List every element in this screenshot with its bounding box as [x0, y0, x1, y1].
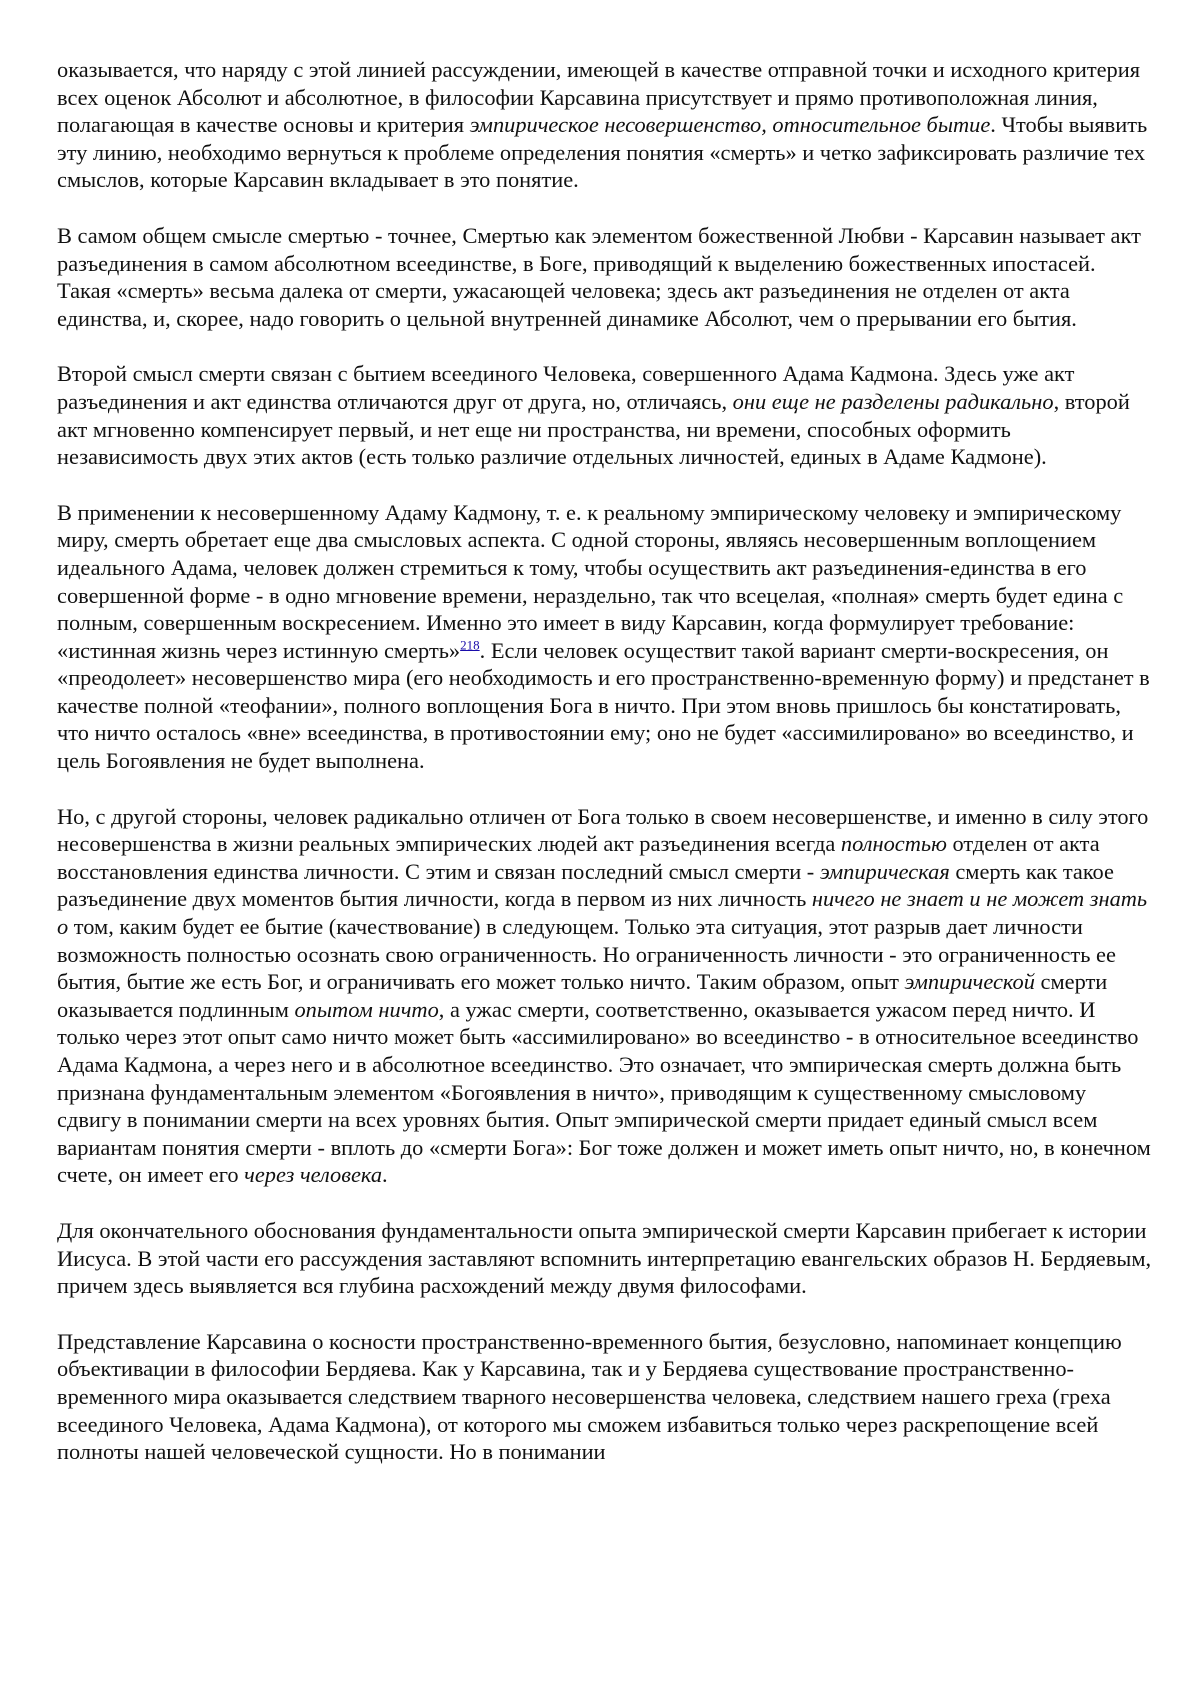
paragraph — [57, 222, 1155, 332]
document-page — [57, 56, 1155, 1494]
text-segment: , а ужас смерти, соответственно, оказывается ужасом перед ничто. И только через этот опыт само ничто может быть «ассимилировано» во всеединство - в относительное всеединство Адама Кадмона, а через него и в абсолютное всеединство. Это означает, что эмпирическая смерть должна быть признана фундаментальным элементом «Богоявления в ничто», приводящим к существенному смысловому сдвигу в понимании смерти на всех уровнях бытия. Опыт эмпирической смерти придает единый смысл всем вариантам понятия смерти - вплоть до «смерти Бога»: Бог тоже должен и может иметь опыт ничто, но, в конечном счете, он имеет его — [57, 996, 1151, 1188]
italic-text: полностью — [840, 831, 947, 857]
paragraph — [57, 1328, 1155, 1466]
paragraph — [57, 360, 1155, 470]
text-segment: , второй акт мгновенно компенсирует первый, и нет еще ни пространства, ни времени, способных оформить независимость двух этих актов (есть только различие отдельных личностей, единых в Адаме Кадмоне). — [57, 388, 1130, 470]
paragraph — [57, 56, 1155, 194]
text-segment: В самом общем смысле смертью - точнее, Смертью как элементом божественной Любви - Карсавин называет акт разъединения в самом абсолютном всеединстве, в Боге, приводящий к выделению божественных ипостасей. Такая «смерть» весьма далека от смерти, ужасающей человека; здесь акт разъединения не отделен от акта единства, и, скорее, надо говорить о цельной внутренней динамике Абсолют, чем о прерывании его бытия. — [57, 222, 1141, 331]
italic-text: опытом ничто — [294, 996, 439, 1022]
text-segment: . — [382, 1162, 388, 1188]
text-segment: Второй смысл смерти связан с бытием всеединого Человека, совершенного Адама Кадмона. Здесь уже акт разъединения и акт единства отличаются друг от друга, но, отличаясь, — [57, 361, 1075, 414]
text-segment: В применении к несовершенному Адаму Кадмону, т. е. к реальному эмпирическому человеку и эмпирическому миру, смерть обретает еще два смысловых аспекта. С одной стороны, являясь несовершенным воплощением идеального Адама, человек должен стремиться к тому, чтобы осуществить акт разъединения-единства в его совершенной форме - в одно мгновение времени, нераздельно, так что всецелая, «полная» смерть будет едина с полным, совершенным воскресением. Именно это имеет в виду Карсавин, когда формулирует требование: «истинная жизнь через истинную смерть» — [57, 499, 1124, 663]
text-segment: том, каким будет ее бытие (качествование) в следующем. Только эта ситуация, этот разрыв дает личности возможность полностью осознать свою ограниченность. Но ограниченность личности - это ограниченность ее бытия, бытие же есть Бог, и ограничивать его может только ничто. Таким образом, опыт — [57, 914, 1116, 995]
paragraph — [57, 499, 1155, 775]
text-segment: отделен от акта восстановления единства личности. С этим и связан последний смысл смерти - — [57, 831, 1100, 884]
text-segment: оказывается, что наряду с этой линией рассуждении, имеющей в качестве отправной точки и исходного критерия всех оценок Абсолют и абсолютное, в философии Карсавина присутствует и прямо противоположная линия, полагающая в качестве основы и критерия — [57, 57, 1141, 138]
text-segment: смерть как такое разъединение двух моментов бытия личности, когда в первом из них личность — [57, 858, 1114, 912]
text-segment: Представление Карсавина о косности пространственно-временного бытия, безусловно, напоминает концепцию объективации в философии Бердяева. Как у Карсавина, так и у Бердяева существование пространственно-временного мира оказывается следствием тварного несовершенства человека, следствием нашего греха (греха всеединого Человека, Адама Кадмона), от которого мы сможем избавиться только через раскрепощение всей полноты нашей человеческой сущности. Но в понимании — [57, 1328, 1122, 1465]
text-segment: Но, с другой стороны, человек радикально отличен от Бога только в своем несовершенстве, и именно в силу этого несовершенства в жизни реальных эмпирических людей акт разъединения всегда — [57, 803, 1149, 857]
paragraph — [57, 803, 1155, 1189]
italic-text: ничего не знает и не может знать о — [57, 886, 1148, 940]
text-segment: . Если человек осуществит такой вариант смерти-воскресения, он «преодолеет» несовершенство мира (его необходимость и его пространственно-временную форму) и предстанет в качестве полной «теофании», полного воплощения Бога в ничто. При этом вновь пришлось бы констатировать, что ничто осталось «вне» всеединства, в противостоянии ему; оно не будет «ассимилировано» во всеединство, и цель Богоявления не будет выполнена. — [57, 637, 1150, 774]
italic-text: эмпирической — [904, 969, 1035, 995]
italic-text: эмпирическая — [819, 858, 950, 884]
text-segment: Для окончательного обоснования фундаментальности опыта эмпирической смерти Карсавин прибегает к истории Иисуса. В этой части его рассуждения заставляют вспомнить интерпретацию евангельских образов Н. Бердяевым, причем здесь выявляется вся глубина расхождений между двумя философами. — [57, 1217, 1152, 1299]
italic-text: они еще не разделены радикально — [732, 388, 1054, 414]
paragraph — [57, 1217, 1155, 1300]
text-segment: . Чтобы выявить эту линию, необходимо вернуться к проблеме определения понятия «смерть» и четко зафиксировать различие тех смыслов, которые Карсавин вкладывает в это понятие. — [57, 112, 1148, 193]
italic-text: через человека — [244, 1162, 383, 1188]
footnote-link[interactable]: 218 — [460, 637, 480, 653]
text-segment: смерти оказывается подлинным — [57, 969, 1108, 1022]
italic-text: эмпирическое несовершенство, относительное бытие — [469, 112, 991, 138]
